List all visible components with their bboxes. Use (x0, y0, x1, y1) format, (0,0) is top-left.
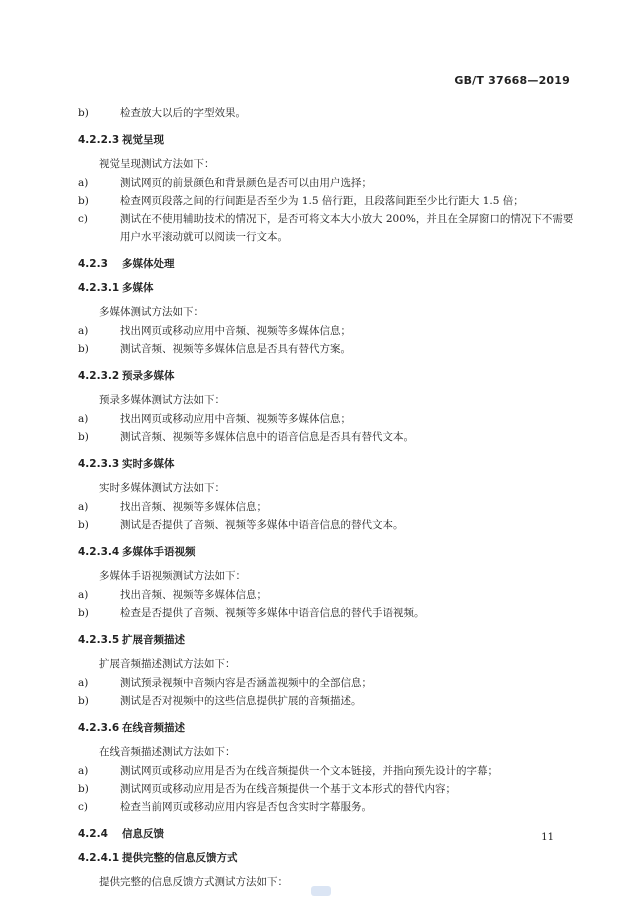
list-marker: a) (78, 677, 89, 689)
list-item (78, 498, 578, 516)
list-marker: b) (78, 107, 89, 119)
list-item-text: 测试音频、视频等多媒体信息中的语音信息是否具有替代文本。 (120, 431, 414, 443)
list-item-text: 测试音频、视频等多媒体信息是否具有替代方案。 (120, 343, 351, 355)
list-item-text: 检查放大以后的字型效果。 (120, 107, 246, 119)
list-item (78, 604, 578, 622)
section-heading (78, 454, 578, 474)
section-heading (78, 254, 578, 274)
section-title: 多媒体处理 (122, 258, 175, 270)
list-item-text: 找出音频、视频等多媒体信息； (120, 589, 267, 601)
section-number: 4.2.3.5 (78, 634, 120, 646)
section-title: 在线音频描述 (122, 722, 185, 734)
list-item (78, 192, 578, 210)
spacer (78, 816, 578, 824)
spacer (78, 358, 578, 366)
section-heading (78, 718, 578, 738)
list-item-text: 测试网页的前景颜色和背景颜色是否可以由用户选择； (120, 177, 372, 189)
document-body (78, 104, 578, 892)
list-item (78, 762, 578, 780)
intro-paragraph: 多媒体手语视频测试方法如下： (99, 570, 246, 582)
list-marker: b) (78, 431, 89, 443)
section-title: 预录多媒体 (122, 370, 175, 382)
list-item (78, 586, 578, 604)
section-heading (78, 630, 578, 650)
list-item (78, 104, 578, 122)
list-marker: a) (78, 325, 89, 337)
list-item-text: 测试预录视频中音频内容是否涵盖视频中的全部信息； (120, 677, 372, 689)
section-heading (78, 848, 578, 868)
intro-paragraph: 多媒体测试方法如下： (99, 306, 204, 318)
list-item-text: 测试网页或移动应用是否为在线音频提供一个文本链接，并指向预先设计的字幕； (120, 765, 498, 777)
section-number: 4.2.4 (78, 828, 108, 840)
section-number: 4.2.3.4 (78, 546, 120, 558)
list-item (78, 174, 578, 192)
section-heading (78, 366, 578, 386)
list-marker: b) (78, 343, 89, 355)
list-marker: a) (78, 501, 89, 513)
list-item-text: 找出网页或移动应用中音频、视频等多媒体信息； (120, 413, 351, 425)
intro-paragraph: 提供完整的信息反馈方式测试方法如下： (99, 876, 288, 888)
list-marker: c) (78, 801, 88, 813)
intro-paragraph: 视觉呈现测试方法如下： (99, 158, 215, 170)
spacer (78, 122, 578, 130)
watermark-icon (310, 884, 332, 898)
section-number: 4.2.4.1 (78, 852, 120, 864)
list-marker: a) (78, 765, 89, 777)
list-marker: b) (78, 195, 89, 207)
list-item (78, 692, 578, 710)
list-item-text: 测试网页或移动应用是否为在线音频提供一个基于文本形式的替代内容； (120, 783, 456, 795)
section-number: 4.2.3.2 (78, 370, 120, 382)
list-item (78, 516, 578, 534)
spacer (78, 446, 578, 454)
list-item (78, 780, 578, 798)
section-number: 4.2.3 (78, 258, 108, 270)
list-marker: b) (78, 783, 89, 795)
section-heading (78, 278, 578, 298)
list-item-text: 测试是否提供了音频、视频等多媒体中语音信息的替代文本。 (120, 519, 404, 531)
section-heading (78, 824, 578, 844)
list-marker: b) (78, 519, 89, 531)
list-item-text: 测试是否对视频中的这些信息提供扩展的音频描述。 (120, 695, 362, 707)
list-item (78, 340, 578, 358)
intro-paragraph: 在线音频描述测试方法如下： (99, 746, 236, 758)
spacer (78, 710, 578, 718)
intro-paragraph: 扩展音频描述测试方法如下： (99, 658, 236, 670)
section-title: 扩展音频描述 (122, 634, 185, 646)
section-title: 视觉呈现 (122, 134, 164, 146)
page-number: 11 (541, 832, 554, 843)
spacer (78, 622, 578, 630)
list-item (78, 322, 578, 340)
section-number: 4.2.3.6 (78, 722, 120, 734)
section-number: 4.2.3.1 (78, 282, 120, 294)
list-marker: a) (78, 177, 89, 189)
section-heading (78, 542, 578, 562)
list-item (78, 428, 578, 446)
section-title: 提供完整的信息反馈方式 (122, 852, 238, 864)
section-title: 信息反馈 (122, 828, 164, 840)
list-item-text: 测试在不使用辅助技术的情况下，是否可将文本大小放大 200%，并且在全屏窗口的情况下不需要用户水平滚动就可以阅读一行文本。 (120, 213, 574, 243)
section-number: 4.2.3.3 (78, 458, 120, 470)
list-item-text: 检查当前网页或移动应用内容是否包含实时字幕服务。 (120, 801, 372, 813)
list-item (78, 210, 578, 246)
list-marker: a) (78, 589, 89, 601)
standard-code: GB/T 37668—2019 (454, 74, 570, 87)
list-marker: b) (78, 607, 89, 619)
section-heading (78, 130, 578, 150)
list-item-text: 检查网页段落之间的行间距是否至少为 1.5 倍行距，且段落间距至少比行距大 1.5 倍； (120, 195, 524, 207)
list-marker: a) (78, 413, 89, 425)
list-item-text: 找出网页或移动应用中音频、视频等多媒体信息； (120, 325, 351, 337)
section-number: 4.2.2.3 (78, 134, 120, 146)
list-item-text: 找出音频、视频等多媒体信息； (120, 501, 267, 513)
spacer (78, 246, 578, 254)
intro-paragraph: 实时多媒体测试方法如下： (99, 482, 225, 494)
list-item (78, 674, 578, 692)
section-title: 多媒体手语视频 (122, 546, 196, 558)
intro-paragraph: 预录多媒体测试方法如下： (99, 394, 225, 406)
list-marker: b) (78, 695, 89, 707)
spacer (78, 534, 578, 542)
list-item (78, 798, 578, 816)
list-item (78, 410, 578, 428)
section-title: 实时多媒体 (122, 458, 175, 470)
section-title: 多媒体 (122, 282, 154, 294)
list-item-text: 检查是否提供了音频、视频等多媒体中语音信息的替代手语视频。 (120, 607, 425, 619)
list-marker: c) (78, 213, 88, 225)
